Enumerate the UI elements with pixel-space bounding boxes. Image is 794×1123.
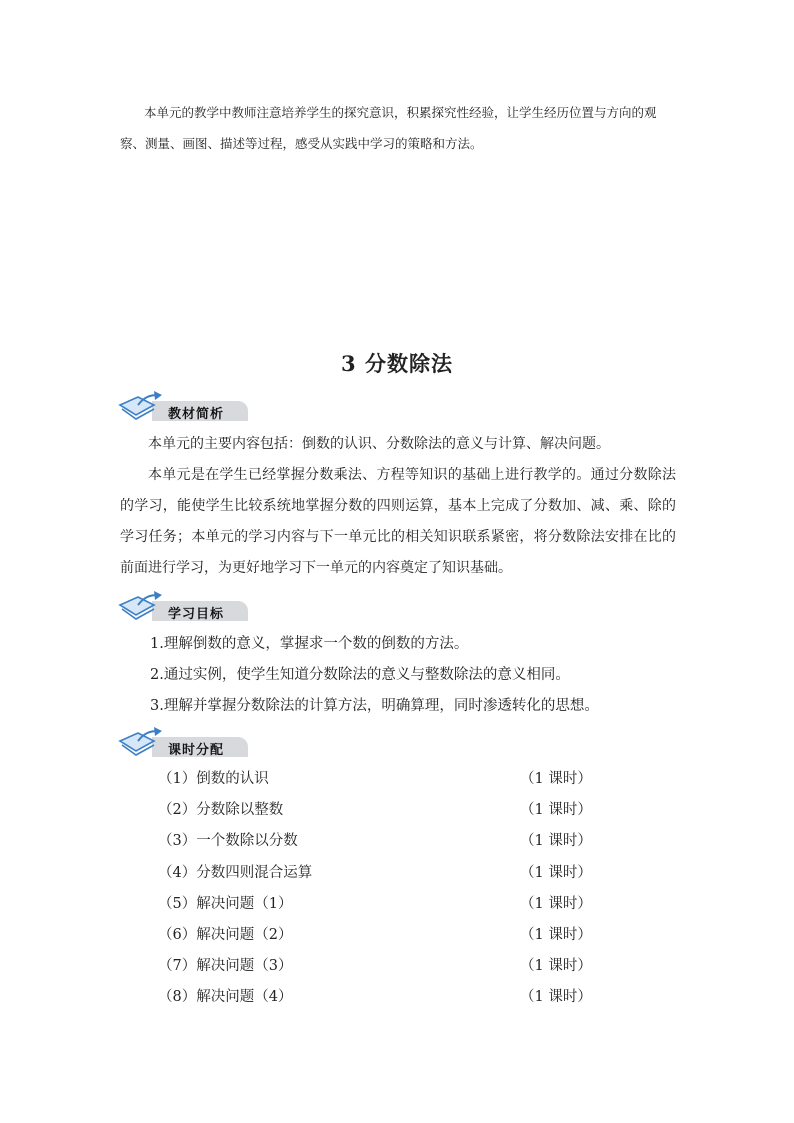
- schedule-lesson-time: （1 课时）: [520, 865, 592, 881]
- schedule-lesson-time: （1 课时）: [520, 771, 592, 787]
- section-label-goals: 学习目标: [168, 607, 225, 622]
- schedule-lesson-name: （4）分数四则混合运算: [158, 865, 313, 881]
- schedule-lesson-name: （2）分数除以整数: [158, 802, 284, 818]
- schedule-lesson-time: （1 课时）: [520, 989, 592, 1005]
- section-label-analysis: 教材简析: [168, 407, 225, 422]
- schedule-row: [158, 892, 598, 914]
- schedule-lesson-time: （1 课时）: [520, 958, 592, 974]
- analysis-paragraph-2: 本单元是在学生已经掌握分数乘法、方程等知识的基础上进行教学的。通过分数除法的学习，能使学生比较系统地掌握分数的四则运算，基本上完成了分数加、减、乘、除的学习任务；本单元的学习内容与下一单元比的相关知识联系紧密，将分数除法安排在比的前面进行学习，为更好地学习下一单元的内容奠定了知识基础。: [120, 467, 676, 576]
- schedule-lesson-time: （1 课时）: [520, 802, 592, 818]
- schedule-row: [158, 829, 598, 851]
- schedule-row: [158, 798, 598, 820]
- schedule-lesson-time: （1 课时）: [520, 927, 592, 943]
- book-arrow-icon: [118, 591, 164, 623]
- schedule-lesson-name: （3）一个数除以分数: [158, 833, 298, 849]
- schedule-lesson-name: （7）解决问题（3）: [158, 958, 293, 974]
- schedule-lesson-time: （1 课时）: [520, 896, 592, 912]
- section-header-schedule: [118, 727, 250, 759]
- goal-item-2: 2.通过实例，使学生知道分数除法的意义与整数除法的意义相同。: [150, 667, 570, 683]
- goal-item-3: 3.理解并掌握分数除法的计算方法，明确算理，同时渗透转化的思想。: [150, 698, 599, 714]
- goal-item-1: 1.理解倒数的意义，掌握求一个数的倒数的方法。: [150, 636, 469, 652]
- schedule-row: [158, 954, 598, 976]
- section-label-schedule: 课时分配: [168, 743, 225, 758]
- section-header-analysis: [118, 391, 250, 423]
- book-arrow-icon: [118, 727, 164, 759]
- schedule-lesson-name: （8）解决问题（4）: [158, 989, 293, 1005]
- schedule-lesson-name: （5）解决问题（1）: [158, 896, 293, 912]
- schedule-row: [158, 985, 598, 1007]
- section-header-goals: [118, 591, 250, 623]
- schedule-row: [158, 767, 598, 789]
- analysis-paragraph-1: 本单元的主要内容包括：倒数的认识、分数除法的意义与计算、解决问题。: [148, 436, 610, 452]
- unit-title: 3 分数除法: [341, 351, 453, 376]
- book-arrow-icon: [118, 391, 164, 423]
- schedule-lesson-name: （1）倒数的认识: [158, 771, 269, 787]
- intro-paragraph: 本单元的教学中教师注意培养学生的探究意识，积累探究性经验，让学生经历位置与方向的观察、测量、画图、描述等过程，感受从实践中学习的策略和方法。: [120, 105, 657, 151]
- schedule-lesson-time: （1 课时）: [520, 833, 592, 849]
- schedule-row: [158, 861, 598, 883]
- schedule-row: [158, 923, 598, 945]
- schedule-lesson-name: （6）解决问题（2）: [158, 927, 293, 943]
